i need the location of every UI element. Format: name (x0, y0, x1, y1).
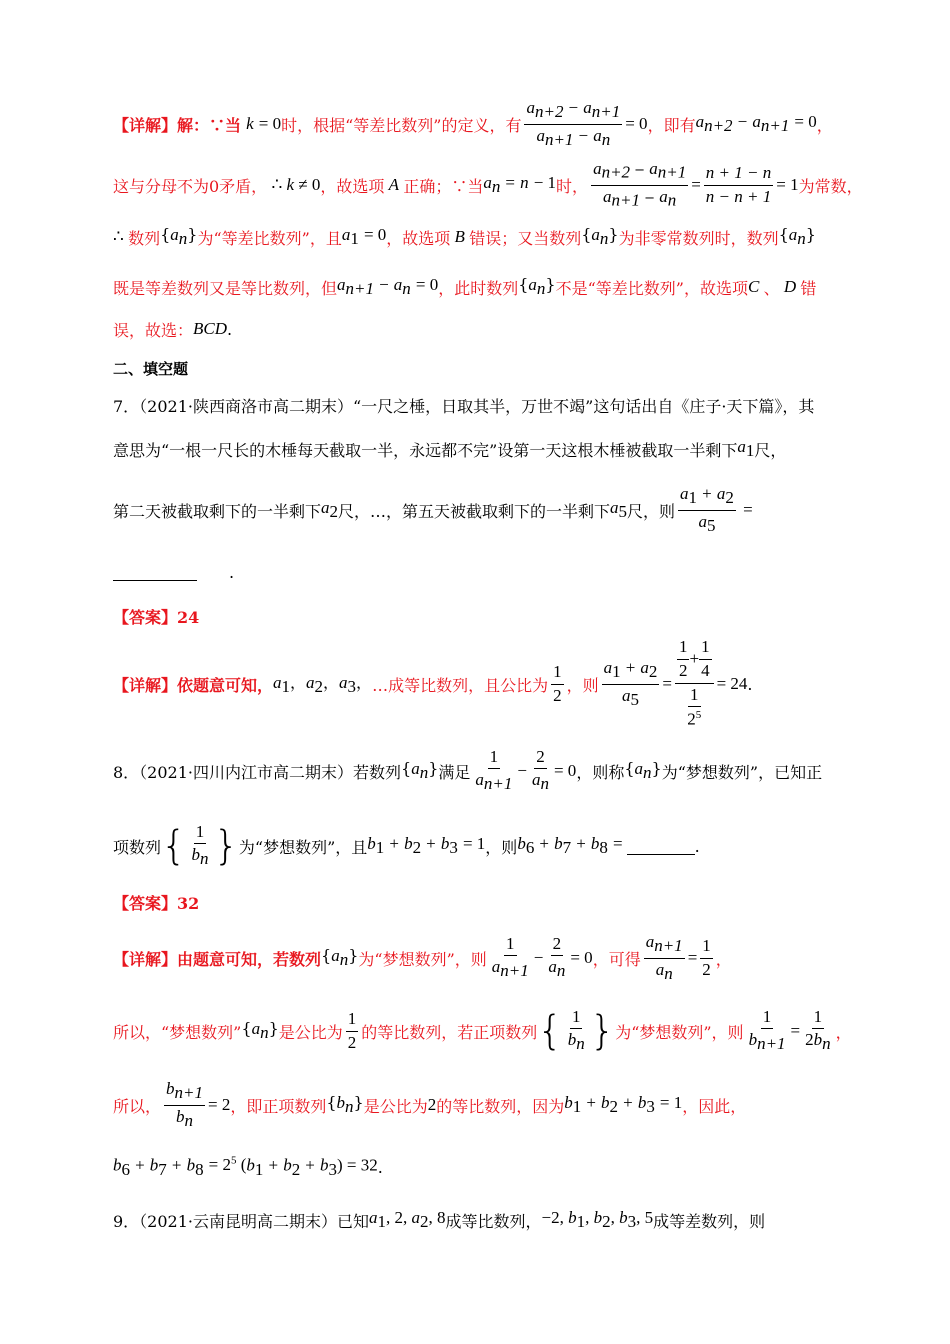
fraction: $\frac{1}{2}$ (553, 661, 562, 705)
fraction: $\frac{n + 1 - n}{n - n + 1}$ (705, 162, 772, 206)
detail-line-4: 既是等差数列又是等比数列，但 $a_{n+1} - a_n = 0$ ，此时数列 $\{a_n\}$ 不是“等差比数列”，故选项 C 、 D 错 (113, 274, 817, 299)
fraction: $\frac{1}{a_{n+1}}$ (491, 933, 529, 981)
question-8-line-2: 项数列 { $\frac{1}{b_n}$ } 为“梦想数列”，且 $b_1 + b_2 + b_3 = 1$ ，则 $b_6 + b_7 + b_8$ = . (113, 821, 700, 869)
question-8-line-1: 8．（2021·四川内江市高二期末）若数列 $\{a_n\}$ 满足 $\frac{1}{a_{n+1}}$ − $\frac{2}{a_n}$ = 0 ，则称 $\{a_n\}$ 为“梦想数列”，已知正 (113, 746, 823, 794)
fraction: $\frac{2}{a_n}$ (531, 746, 549, 794)
detail-line-5: 误，故选： BCD . (113, 319, 233, 340)
question-9-line-1: 9．（2021·云南昆明高二期末）已知 $a_1$, 2, $a_2$, 8 成等比数列， −2, $b_1$, $b_2$, $b_3$, 5 成等差数列，则 (113, 1207, 766, 1232)
answer-blank-7[interactable]: . (113, 562, 234, 582)
question-7-line-2: 意思为“一根一尺长的木棰每天截取一半，永远都不完”设第一天这根木棰被截取一半剩下 $a_1$ 尺， (113, 436, 787, 461)
answer-8: 【答案】32 (113, 893, 200, 913)
question-7-line-1: 7．（2021·陕西商洛市高二期末）“一尺之棰，日取其半，万世不竭”这句话出自《庄子·天下篇》，其 (113, 396, 815, 416)
detail-line-3: ∴ 数列 $\{a_n\}$ 为“等差比数列”，且 $a_1 = 0$ ，故选项 B 错误；又当数列 $\{a_n\}$ 为非零常数列时，数列 $\{a_n\}$ (113, 224, 816, 249)
question-7-line-3: 第二天被截取剩下的一半剩下 $a_2$ 尺，…，第五天被截取剩下的一半剩下 $a_5$ 尺，则 $\frac{a_1 + a_2}{a_5}$ = (113, 483, 753, 535)
detail-8-line-1: 【详解】由题意可知，若数列 $\{a_n\}$ 为“梦想数列”，则 $\frac{1}{a_{n+1}}$ − $\frac{2}{a_n}$ = 0 ，可得 $\frac{a_{n+1}}{a_n}$ = $\frac{1}{2}$ ， (113, 931, 732, 983)
math: k = 0 (246, 114, 282, 133)
detail-8-line-3: 所以， $\frac{b_{n+1}}{b_n}$ = 2 ，即正项数列 $\{b_n\}$ 是公比为 2 的等比数列，因为 $b_1 + b_2 + b_3 = 1$ ，因此， (113, 1078, 747, 1130)
fraction: $\frac{1}{a_{n+1}}$ (475, 746, 513, 794)
fraction: $\frac{1}{b_n}$ (191, 821, 209, 869)
detail-line-1: 【详解】解：∵当 k = 0 时，根据“等差比数列”的定义，有 $\frac{a_{n+2} - a_{n+1}}{a_{n+1} - a_n}$ = 0 ，即有 $a_{n+2} - a_{n+1} = 0$ ， (113, 97, 833, 149)
fraction: $\frac{1}{b_n}$ (567, 1006, 585, 1054)
detail-line-2: 这与分母不为0矛盾， ∴ k ≠ 0 ，故选项 A 正确；∵当 $a_n = n - 1$ 时， $\frac{a_{n+2} - a_{n+1}}{a_{n+1} - a_n}$ = $\frac{n + 1 - n}{n - n + 1}$ = 1 为常数， (113, 159, 863, 210)
fraction: $\frac{2}{a_n}$ (548, 933, 566, 981)
fraction: $\frac{a_{n+2} - a_{n+1}}{a_{n+1} - a_n}$ (526, 97, 621, 149)
fraction: $\frac{a_1 + a_2}{a_5}$ (603, 657, 658, 709)
fraction: $\frac{b_{n+1}}{b_n}$ (166, 1078, 203, 1130)
fraction: $\frac{1}{b_{n+1}}$ (748, 1006, 786, 1054)
fraction: $\frac{1}{2}$ (702, 935, 711, 979)
answer-7: 【答案】24 (113, 607, 200, 627)
fraction: $\frac{a_1 + a_2}{a_5}$ (680, 483, 734, 535)
fraction: $\frac{a_{n+2} - a_{n+1}}{a_{n+1} - a_n}$ (593, 159, 687, 210)
detail-7: 【详解】依题意可知， $a_1$，$a_2$，$a_3$， …成等比数列，且公比为 $\frac{1}{2}$ ，则 $\frac{a_1 + a_2}{a_5}$ = $\frac{1}{2}$ + $\frac{1}{4}$ $\frac{1}{2^5}$ = 24 . (113, 637, 753, 730)
fraction: $\frac{1}{2}$ (347, 1008, 357, 1052)
answer-blank-8[interactable] (627, 838, 695, 855)
fraction: $\frac{1}{2b_n}$ (805, 1006, 831, 1054)
detail-8-line-2: 所以，“梦想数列” $\{a_n\}$ 是公比为 $\frac{1}{2}$ 的等比数列，若正项数列 { $\frac{1}{b_n}$ } 为“梦想数列”，则 $\frac{1}{b_{n+1}}$ = $\frac{1}{2b_n}$ ， (113, 1006, 852, 1054)
section-title: 二、填空题 (113, 359, 189, 378)
fraction: $\frac{1}{2}$ + $\frac{1}{4}$ $\frac{1}{2^5}$ (675, 638, 714, 729)
fraction: $\frac{a_{n+1}}{a_n}$ (645, 931, 683, 983)
detail-8-line-4: $b_6 + b_7 + b_8 = 2^5$ $(b_1 + b_2 + b_3) = 32$ . (113, 1154, 383, 1179)
